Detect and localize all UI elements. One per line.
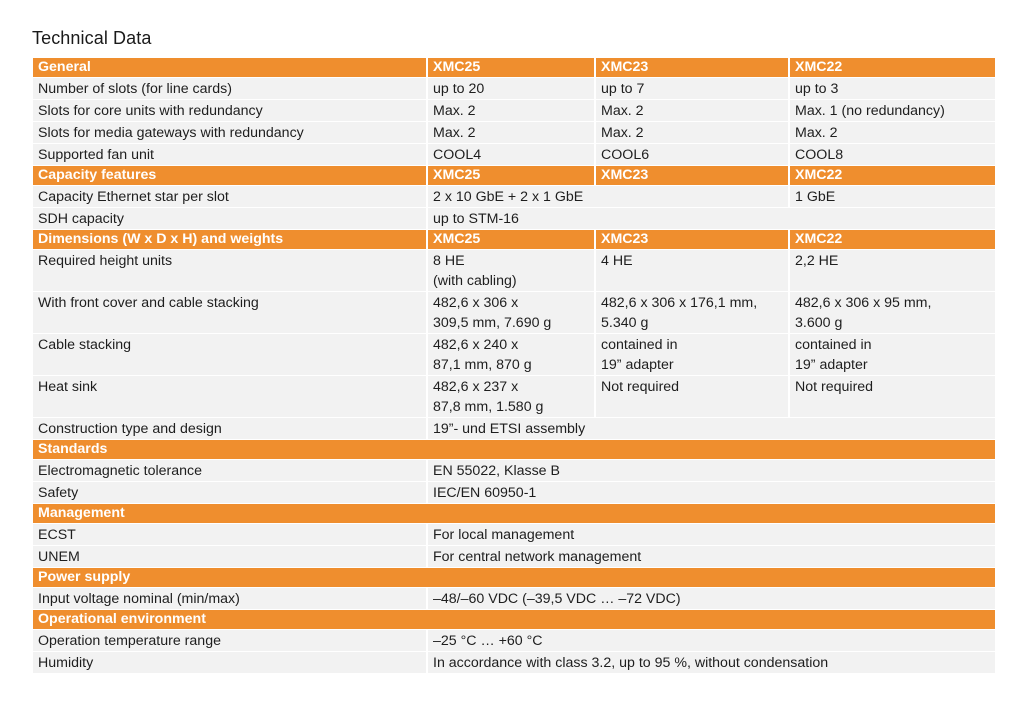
table-row bbox=[33, 630, 995, 652]
cell-value: For central network management bbox=[427, 546, 995, 568]
cell-value: –25 °C … +60 °C bbox=[427, 630, 995, 652]
row-label: Heat sink bbox=[33, 376, 427, 418]
section-header-power bbox=[33, 568, 995, 588]
cell-value: Not required bbox=[595, 376, 789, 418]
cell-value: 8 HE (with cabling) bbox=[427, 250, 595, 292]
table-row bbox=[33, 122, 995, 144]
row-label: With front cover and cable stacking bbox=[33, 292, 427, 334]
cell-value: –48/–60 VDC (–39,5 VDC … –72 VDC) bbox=[427, 588, 995, 610]
cell-value: 19”- und ETSI assembly bbox=[427, 418, 995, 440]
model-heading: XMC23 bbox=[595, 166, 789, 186]
model-heading: XMC23 bbox=[595, 230, 789, 250]
cell-value: up to 7 bbox=[595, 78, 789, 100]
row-label: Slots for media gateways with redundancy bbox=[33, 122, 427, 144]
cell-value: COOL8 bbox=[789, 144, 995, 166]
document-title: Technical Data bbox=[32, 28, 152, 48]
section-title: Dimensions (W x D x H) and weights bbox=[33, 230, 427, 250]
cell-value: up to 20 bbox=[427, 78, 595, 100]
cell-value: In accordance with class 3.2, up to 95 %, without condensation bbox=[427, 652, 995, 674]
section-title: Power supply bbox=[33, 568, 995, 588]
cell-value: contained in 19” adapter bbox=[789, 334, 995, 376]
section-header-dimensions bbox=[33, 230, 995, 250]
table-row bbox=[33, 334, 995, 376]
row-label: Input voltage nominal (min/max) bbox=[33, 588, 427, 610]
cell-value: EN 55022, Klasse B bbox=[427, 460, 995, 482]
table-row bbox=[33, 460, 995, 482]
cell-value: COOL6 bbox=[595, 144, 789, 166]
cell-value: up to STM-16 bbox=[427, 208, 995, 230]
table-row bbox=[33, 588, 995, 610]
row-label: Electromagnetic tolerance bbox=[33, 460, 427, 482]
cell-value: 482,6 x 306 x 176,1 mm, 5.340 g bbox=[595, 292, 789, 334]
row-label: Cable stacking bbox=[33, 334, 427, 376]
table-row bbox=[33, 482, 995, 504]
cell-value: Max. 2 bbox=[427, 122, 595, 144]
cell-value: 4 HE bbox=[595, 250, 789, 292]
table-row bbox=[33, 524, 995, 546]
model-heading: XMC25 bbox=[427, 58, 595, 78]
model-heading: XMC25 bbox=[427, 166, 595, 186]
cell-value: Max. 2 bbox=[427, 100, 595, 122]
table-row bbox=[33, 186, 995, 208]
cell-value: Max. 2 bbox=[595, 122, 789, 144]
model-heading: XMC22 bbox=[789, 58, 995, 78]
model-heading: XMC25 bbox=[427, 230, 595, 250]
row-label: ECST bbox=[33, 524, 427, 546]
table-row bbox=[33, 78, 995, 100]
cell-value: 482,6 x 240 x 87,1 mm, 870 g bbox=[427, 334, 595, 376]
table-row bbox=[33, 250, 995, 292]
section-header-capacity bbox=[33, 166, 995, 186]
table-row bbox=[33, 652, 995, 674]
cell-value: 1 GbE bbox=[789, 186, 995, 208]
table-row bbox=[33, 208, 995, 230]
table-row bbox=[33, 100, 995, 122]
row-label: Required height units bbox=[33, 250, 427, 292]
table-row bbox=[33, 546, 995, 568]
row-label: Supported fan unit bbox=[33, 144, 427, 166]
table-row bbox=[33, 418, 995, 440]
cell-value: For local management bbox=[427, 524, 995, 546]
cell-value: COOL4 bbox=[427, 144, 595, 166]
model-heading: XMC22 bbox=[789, 166, 995, 186]
cell-value: up to 3 bbox=[789, 78, 995, 100]
cell-value: 482,6 x 237 x 87,8 mm, 1.580 g bbox=[427, 376, 595, 418]
cell-value: 482,6 x 306 x 95 mm, 3.600 g bbox=[789, 292, 995, 334]
table-row bbox=[33, 292, 995, 334]
cell-value: Max. 1 (no redundancy) bbox=[789, 100, 995, 122]
section-title: Standards bbox=[33, 440, 995, 460]
section-title: Management bbox=[33, 504, 995, 524]
cell-value: 2 x 10 GbE + 2 x 1 GbE bbox=[427, 186, 789, 208]
row-label: Number of slots (for line cards) bbox=[33, 78, 427, 100]
row-label: Operation temperature range bbox=[33, 630, 427, 652]
row-label: Construction type and design bbox=[33, 418, 427, 440]
cell-value: IEC/EN 60950-1 bbox=[427, 482, 995, 504]
section-header-management bbox=[33, 504, 995, 524]
cell-value: Not required bbox=[789, 376, 995, 418]
cell-value: Max. 2 bbox=[595, 100, 789, 122]
cell-value: 482,6 x 306 x 309,5 mm, 7.690 g bbox=[427, 292, 595, 334]
cell-value: 2,2 HE bbox=[789, 250, 995, 292]
section-header-standards bbox=[33, 440, 995, 460]
section-title: Capacity features bbox=[33, 166, 427, 186]
technical-data-table bbox=[33, 58, 995, 674]
section-header-environment bbox=[33, 610, 995, 630]
row-label: Safety bbox=[33, 482, 427, 504]
row-label: SDH capacity bbox=[33, 208, 427, 230]
section-title: Operational environment bbox=[33, 610, 995, 630]
model-heading: XMC23 bbox=[595, 58, 789, 78]
section-header-general bbox=[33, 58, 995, 78]
row-label: Capacity Ethernet star per slot bbox=[33, 186, 427, 208]
section-title: General bbox=[33, 58, 427, 78]
table-row bbox=[33, 376, 995, 418]
row-label: Humidity bbox=[33, 652, 427, 674]
cell-value: contained in 19” adapter bbox=[595, 334, 789, 376]
model-heading: XMC22 bbox=[789, 230, 995, 250]
cell-value: Max. 2 bbox=[789, 122, 995, 144]
row-label: UNEM bbox=[33, 546, 427, 568]
row-label: Slots for core units with redundancy bbox=[33, 100, 427, 122]
table-row bbox=[33, 144, 995, 166]
